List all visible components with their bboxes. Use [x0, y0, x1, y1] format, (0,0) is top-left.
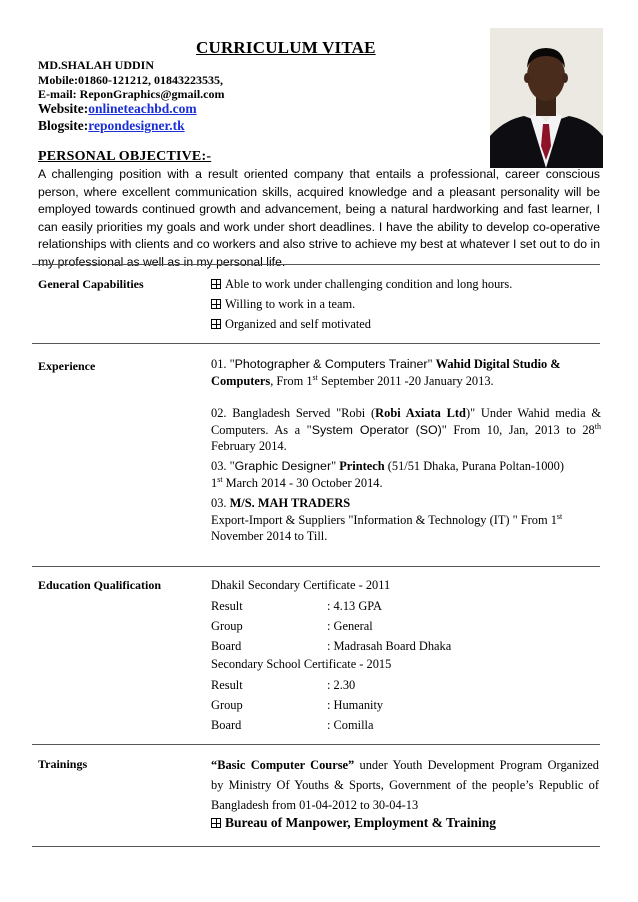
section-divider	[32, 264, 600, 265]
capability-item: Able to work under challenging condition and long hours.	[211, 276, 601, 296]
website-link[interactable]: onlineteachbd.com	[88, 101, 197, 116]
education-label: Education Qualification	[38, 578, 162, 592]
boxed-plus-icon	[211, 319, 221, 329]
boxed-plus-icon	[211, 818, 221, 828]
training-2: Bureau of Manpower, Employment & Training	[211, 814, 601, 831]
profile-photo	[490, 28, 603, 168]
experience-entry-4: 03. M/S. MAH TRADERS Export-Import & Suppliers "Information & Technology (IT) " From 1st November 2014 to Till.	[211, 496, 563, 543]
blogsite-line	[38, 118, 185, 134]
website-label: Website:	[38, 101, 89, 116]
document-title: CURRICULUM VITAE	[196, 38, 376, 57]
experience-entry-3: 03. "Graphic Designer" Printech (51/51 Dhaka, Purana Poltan-1000) 1st March 2014 - 30 October 2014.	[211, 459, 564, 490]
experience-entry-1: 01. "Photographer & Computers Trainer" Wahid Digital Studio & Computers, From 1st September 2011 -20 January 2013.	[211, 357, 561, 388]
boxed-plus-icon	[211, 299, 221, 309]
capability-item: Organized and self motivated	[211, 316, 601, 336]
dakhil-title: Dhakil Secondary Certificate - 2011	[211, 578, 391, 592]
section-divider	[32, 846, 600, 847]
trainings-label: Trainings	[38, 757, 88, 771]
capability-item: Willing to work in a team.	[211, 296, 601, 316]
website-line	[38, 101, 197, 117]
section-divider	[32, 744, 600, 745]
ssc-title: Secondary School Certificate - 2015	[211, 657, 392, 671]
blogsite-link[interactable]: repondesigner.tk	[88, 118, 185, 133]
objective-text: A challenging position with a result oriented company that entails a professional, career conscious person, where excellent communication skills, acquired knowledge and a pleasant personality will be employed towards continued growth and advancement, being a natural hardworking and fast learner, I can easily priorities my goals and work under short deadlines. I have the ability to develop co-operative relationships with clients and co workers and also strive to achieve my best at whatever I set out to do in my professional as well as in my personal life.	[38, 167, 600, 269]
objective-heading: PERSONAL OBJECTIVE:-	[38, 149, 212, 164]
section-divider	[32, 566, 600, 567]
mobile-line: Mobile:01860-121212, 01843223535,	[38, 73, 223, 87]
email-line: E-mail: ReponGraphics@gmail.com	[38, 87, 225, 101]
boxed-plus-icon	[211, 279, 221, 289]
training-1: “Basic Computer Course” under Youth Development Program Organized by Ministry Of Youths & Sports, Government of the people’s Republic of Bangladesh from 01-04-2012 to 30-04-13	[211, 758, 599, 812]
experience-label: Experience	[38, 359, 96, 373]
blogsite-label: Blogsite:	[38, 118, 89, 133]
section-divider	[32, 343, 600, 344]
capabilities-list	[211, 276, 601, 336]
capabilities-label: General Capabilities	[38, 277, 144, 291]
experience-entry-2: 02. Bangladesh Served "Robi (Robi Axiata Ltd)" Under Wahid media & Computers. As a "System Operator (SO)" From 10, Jan, 2013 to 28th February 2014.	[211, 406, 602, 453]
candidate-name: MD.SHALAH UDDIN	[38, 58, 155, 72]
